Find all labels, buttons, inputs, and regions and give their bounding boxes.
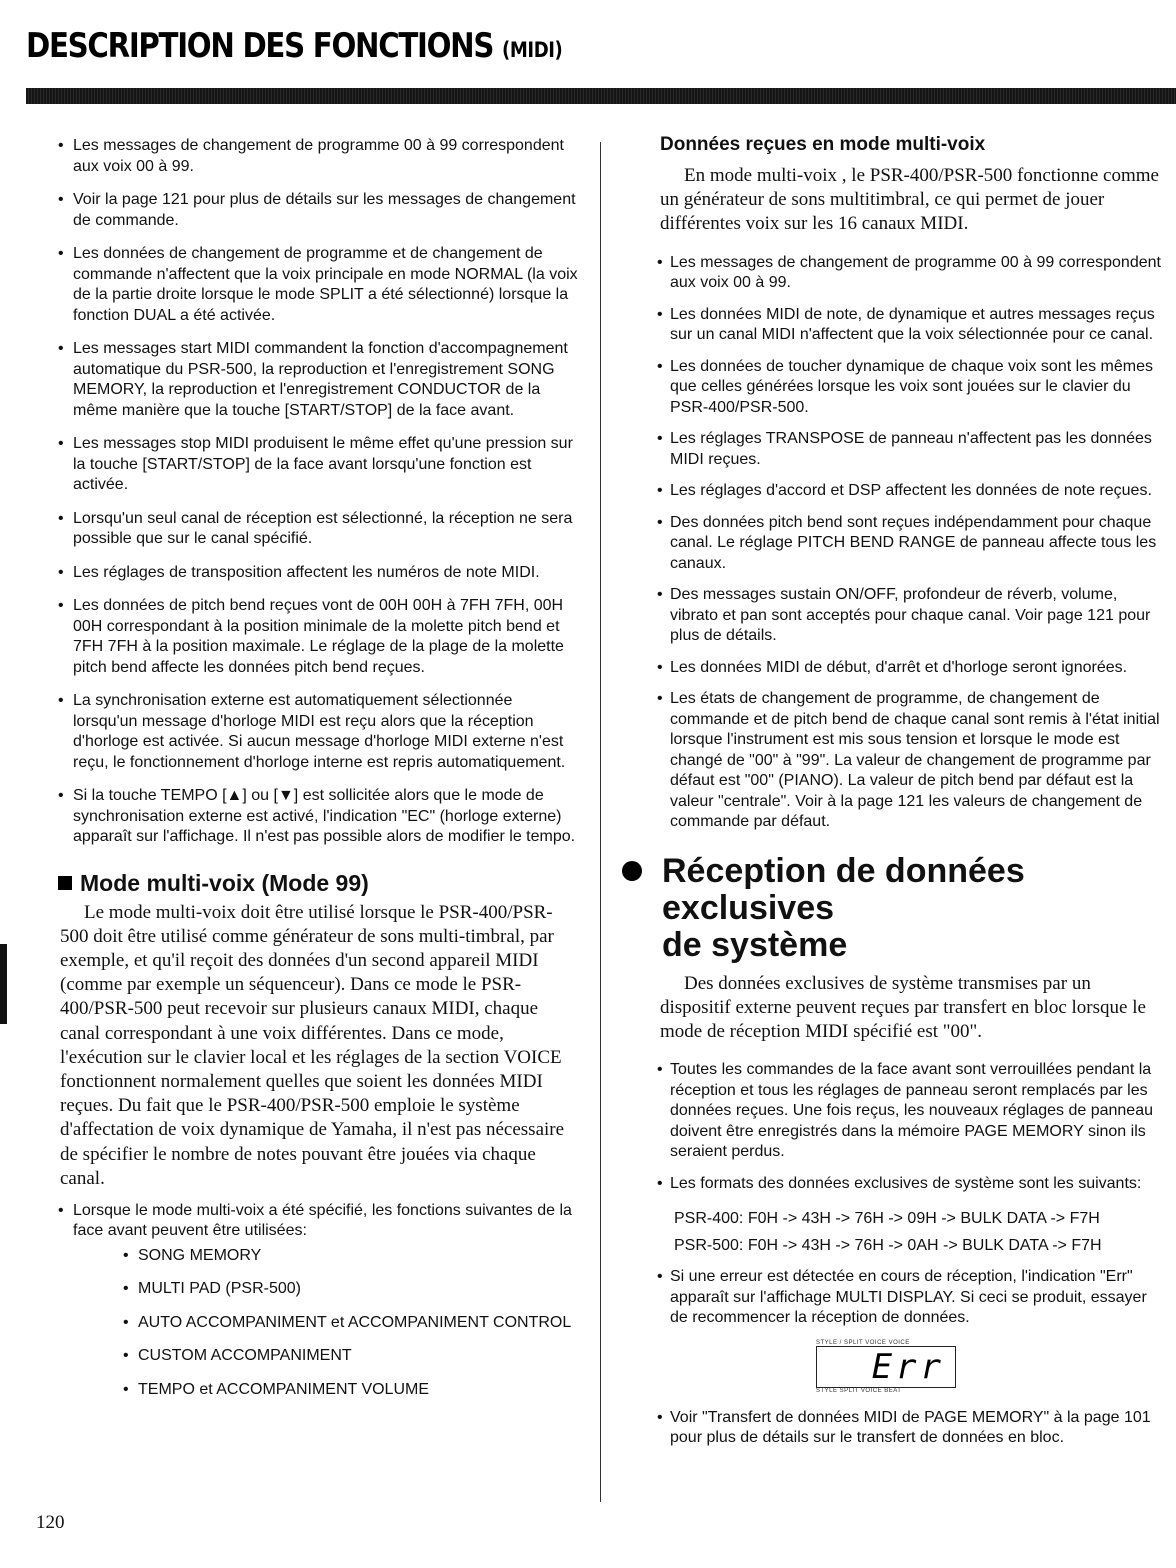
list-item: • Des données pitch bend sont reçues indépendamment pour chaque canal. Le réglage PITCH BEND RANGE de panneau affecte tous les canaux. (640, 513, 1162, 575)
lcd-screen: Err (816, 1346, 956, 1388)
sysex-bullets-2 (640, 1267, 1162, 1329)
multi-mode-bullet-text: Lorsque le mode multi-voix a été spécifié, les fonctions suivantes de la face avant peuvent être utilisées: (73, 1201, 572, 1240)
left-column (48, 136, 578, 1413)
sysex-heading-line2: de système (662, 925, 848, 964)
format-psr400: PSR-400: F0H -> 43H -> 76H -> 09H -> BULK DATA -> F7H (674, 1210, 1100, 1228)
page-title (26, 26, 562, 66)
list-item: • Si une erreur est détectée en cours de réception, l'indication "Err" apparaît sur l'affichage MULTI DISPLAY. Si ceci se produit, essayer de recommencer la réception de données. (640, 1267, 1162, 1329)
list-item: • MULTI PAD (PSR-500) (113, 1279, 578, 1300)
page-title-subtitle: (MIDI) (502, 38, 563, 62)
list-item: • Voir "Transfert de données MIDI de PAGE MEMORY" à la page 101 pour plus de détails sur le transfert de données en bloc. (640, 1408, 1162, 1449)
list-item: • Les messages de changement de programme 00 à 99 correspondent aux voix 00 à 99. (48, 136, 578, 177)
left-bullet-list (48, 136, 578, 848)
list-item: • Les messages start MIDI commandent la fonction d'accompagnement automatique du PSR-500, la reproduction et l'enregistrement SONG MEMORY, la reproduction et l'enregistrement CONDUCTOR de la même manière que la touche [START/STOP] de la face avant. (48, 339, 578, 421)
list-item: • Les messages de changement de programme 00 à 99 correspondent aux voix 00 à 99. (640, 253, 1162, 294)
list-item: • Les données MIDI de début, d'arrêt et d'horloge seront ignorées. (640, 658, 1162, 679)
header-rule (26, 88, 1176, 104)
multi-display-illustration (816, 1340, 956, 1394)
front-panel-functions-list (113, 1246, 578, 1401)
list-item: • Les données de pitch bend reçues vont de 00H 00H à 7FH 7FH, 00H 00H correspondant à la position minimale de la molette pitch bend et 7FH 7FH à la position maximale. Le réglage de la plage de la molette pitch bend affecte les données pitch bend reçues. (48, 596, 578, 678)
list-item: • Les formats des données exclusives de système sont les suivants: (640, 1174, 1162, 1195)
list-item: • La synchronisation externe est automatiquement sélectionnée lorsqu'un message d'horloge MIDI est reçu alors que la réception d'horloge est activée. Si aucun message d'horloge MIDI externe n'est reçu, le fonctionnement d'horloge interne est repris automatiquement. (48, 691, 578, 773)
list-item: • Les états de changement de programme, de changement de commande et de pitch bend de chaque canal sont remis à l'état initial lorsque l'instrument est mis sous tension et lorsque le mode est changé de "00" à "99". La valeur de changement de programme par défaut est "00" (PIANO). La valeur de pitch bend par défaut est la valeur "centrale". Voir à la page 121 les valeurs de changement de commande par défaut. (640, 689, 1162, 833)
sysex-bullets (640, 1060, 1162, 1194)
sysex-heading-line1: Réception de données exclusives (662, 851, 1025, 927)
page-title-main: DESCRIPTION DES FONCTIONS (26, 26, 494, 66)
list-item: • Les réglages de transposition affectent les numéros de note MIDI. (48, 563, 578, 584)
multi-mode-bullets (48, 1201, 578, 1401)
list-item: • Les données de toucher dynamique de chaque voix sont les mêmes que celles générées lorsque les voix sont jouées sur le clavier du PSR-400/PSR-500. (640, 357, 1162, 419)
circle-bullet-icon (622, 861, 642, 881)
list-item: • Toutes les commandes de la face avant sont verrouillées pendant la réception et tous les réglages de panneau seront remplacés par les données reçues. Une fois reçus, les nouveaux réglages de panneau doivent être enregistrés dans la mémoire PAGE MEMORY sinon ils seraient perdus. (640, 1060, 1162, 1163)
sysex-paragraph: Des données exclusives de système transmises par un dispositif externe peuvent reçues par transfert en bloc lorsque le mode de réception MIDI spécifié est "00". (660, 972, 1146, 1043)
lcd-bottom-label: STYLE SPLIT VOICE BEAT (816, 1387, 902, 1394)
sysex-formats (674, 1205, 1162, 1259)
lcd-top-label: STYLE / SPLIT VOICE VOICE (816, 1339, 910, 1346)
sysex-bullets-3 (640, 1408, 1162, 1449)
margin-mark (0, 944, 7, 1024)
column-divider (600, 142, 601, 1502)
page-number: 120 (36, 1512, 65, 1533)
multi-received-heading: Données reçues en mode multi-voix (660, 134, 986, 155)
list-item: • Les données MIDI de note, de dynamique et autres messages reçus sur un canal MIDI n'affectent que la voix sélectionnée pour ce canal. (640, 305, 1162, 346)
list-item (48, 1201, 578, 1401)
square-bullet-icon (58, 876, 72, 890)
list-item: • Les données de changement de programme et de changement de commande n'affectent que la voix principale en mode NORMAL (la voix de la partie droite lorsque le mode SPLIT a été sélectionné) lorsque la fonction DUAL a été activée. (48, 244, 578, 326)
multi-mode-heading-text: Mode multi-voix (Mode 99) (80, 869, 369, 896)
sysex-heading (662, 853, 1162, 964)
format-psr500: PSR-500: F0H -> 43H -> 76H -> 0AH -> BULK DATA -> F7H (674, 1237, 1102, 1255)
list-item: • AUTO ACCOMPANIMENT et ACCOMPANIMENT CONTROL (113, 1313, 578, 1334)
list-item: • SONG MEMORY (113, 1246, 578, 1267)
list-item: • Voir la page 121 pour plus de détails sur les messages de changement de commande. (48, 190, 578, 231)
right-column (640, 134, 1162, 1460)
list-item: • Les messages stop MIDI produisent le même effet qu'une pression sur la touche [START/STOP] de la face avant lorsqu'une fonction est activée. (48, 434, 578, 496)
list-item: • Les réglages d'accord et DSP affectent les données de note reçues. (640, 481, 1162, 502)
multi-received-paragraph: En mode multi-voix , le PSR-400/PSR-500 fonctionne comme un générateur de sons multitimbral, ce qui permet de jouer différentes voix sur les 16 canaux MIDI. (660, 165, 1159, 235)
list-item: • Si la touche TEMPO [▲] ou [▼] est sollicitée alors que le mode de synchronisation externe est activé, l'indication "EC" (horloge externe) apparaît sur l'affichage. Il n'est pas possible alors de modifier le tempo. (48, 786, 578, 848)
multi-mode-paragraph: Le mode multi-voix doit être utilisé lorsque le PSR-400/PSR-500 doit être utilisé comme générateur de sons multi-timbral, par exemple, et qu'il reçoit des données d'un second appareil MIDI (comme par exemple un séquenceur). Dans ce mode le PSR-400/PSR-500 peut recevoir sur plusieurs canaux MIDI, chaque canal correspondant à une voix différentes. Dans ce mode, l'exécution sur le clavier local et les réglages de la section VOICE fonctionnent normalement quelles que soient les données MIDI reçues. Du fait que le PSR-400/PSR-500 emploie le système d'affectation de voix dynamique de Yamaha, il n'est pas nécessaire de spécifier le nombre de notes pouvant être jouées via chaque canal. (60, 901, 565, 1189)
list-item: • Lorsqu'un seul canal de réception est sélectionné, la réception ne sera possible que sur le canal spécifié. (48, 509, 578, 550)
multi-received-bullets (640, 253, 1162, 833)
list-item: • CUSTOM ACCOMPANIMENT (113, 1346, 578, 1367)
list-item: • Des messages sustain ON/OFF, profondeur de réverb, volume, vibrato et pan sont acceptés pour chaque canal. Voir page 121 pour plus de détails. (640, 585, 1162, 647)
multi-mode-heading (58, 870, 578, 897)
list-item: • TEMPO et ACCOMPANIMENT VOLUME (113, 1380, 578, 1401)
list-item: • Les réglages TRANSPOSE de panneau n'affectent pas les données MIDI reçues. (640, 429, 1162, 470)
